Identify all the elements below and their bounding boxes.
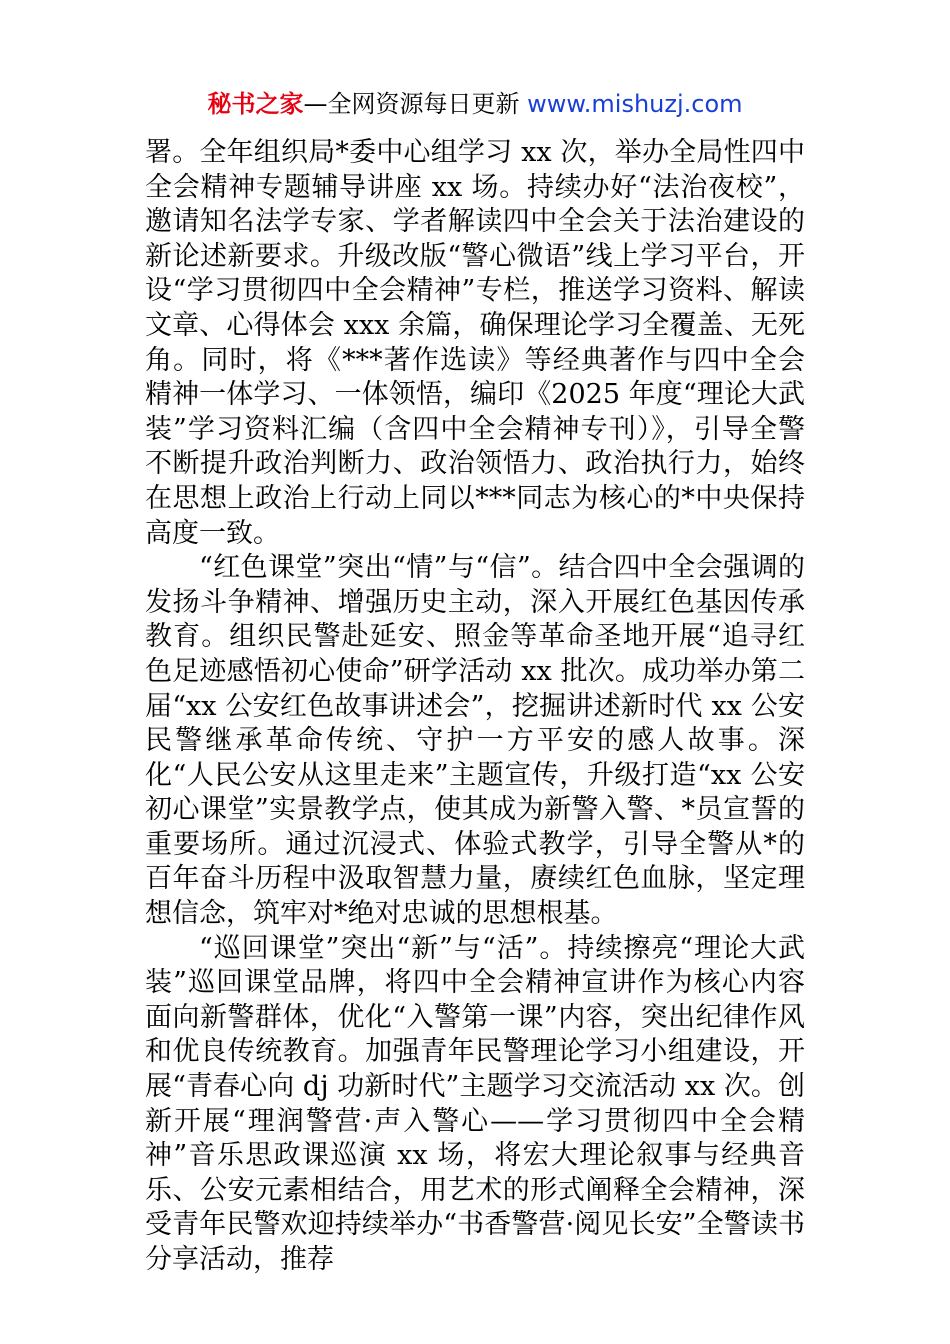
document-body xyxy=(145,136,805,1278)
paragraph-continued: 署。全年组织局*委中心组学习 xx 次，举办全局性四中全会精神专题辅导讲座 xx 场。持续办好“法治夜校”，邀请知名法学专家、学者解读四中全会关于法治建设的新论述新要求。升级改版“警心微语”线上学习平台，开设“学习贯彻四中全会精神”专栏，推送学习资料、解读文章、心得体会 xxx 余篇，确保理论学习全覆盖、无死角。同时，将《***著作选读》等经典著作与四中全会精神一体学习、一体领悟，编印《2025 年度“理论大武装”学习资料汇编（含四中全会精神专刊）》，引导全警不断提升政治判断力、政治领悟力、政治执行力，始终在思想上政治上行动上同以***同志为核心的*中央保持高度一致。 xyxy=(145,137,805,549)
site-header xyxy=(0,86,950,122)
site-url-link[interactable]: www.mishuzj.com xyxy=(527,90,743,118)
paragraph-touring-classroom: “巡回课堂”突出“新”与“活”。持续擦亮“理论大武装”巡回课堂品牌，将四中全会精神宣讲作为核心内容面向新警群体，优化“入警第一课”内容，突出纪律作风和优良传统教育。加强青年民警理论学习小组建设，开展“青春心向 dj 功新时代”主题学习交流活动 xx 次。创新开展“理润警营·声入警心——学习贯彻四中全会精神”音乐思政课巡演 xx 场，将宏大理论叙事与经典音乐、公安元素相结合，用艺术的形式阐释全会精神，深受青年民警欢迎持续举办“书香警营·阅见长安”全警读书分享活动，推荐 xyxy=(145,932,805,1275)
paragraph-red-classroom: “红色课堂”突出“情”与“信”。结合四中全会强调的发扬斗争精神、增强历史主动，深入开展红色基因传承教育。组织民警赴延安、照金等革命圣地开展“追寻红色足迹感悟初心使命”研学活动 xx 批次。成功举办第二届“xx 公安红色故事讲述会”，挖掘讲述新时代 xx 公安民警继承革命传统、守护一方平安的感人故事。深化“人民公安从这里走来”主题宣传，升级打造“xx 公安初心课堂”实景教学点，使其成为新警入警、*员宣誓的重要场所。通过沉浸式、体验式教学，引导全警从*的百年奋斗历程中汲取智慧力量，赓续红色血脉，坚定理想信念，筑牢对*绝对忠诚的思想根基。 xyxy=(145,552,805,930)
site-tagline: —全网资源每日更新 xyxy=(303,90,528,118)
site-brand: 秘书之家 xyxy=(207,90,304,118)
